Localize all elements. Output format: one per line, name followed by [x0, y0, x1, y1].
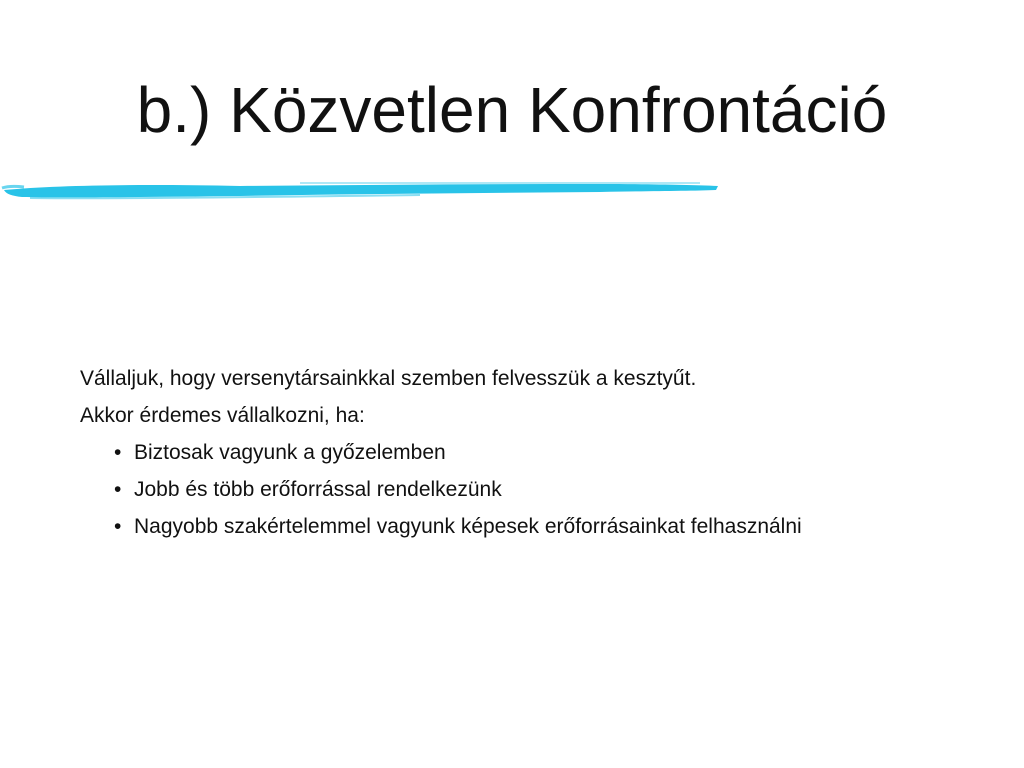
title-brush-underline	[0, 176, 730, 206]
paragraph: Akkor érdemes vállalkozni, ha:	[80, 404, 365, 427]
condition-list	[80, 434, 1000, 545]
slide-body	[80, 360, 1000, 545]
list-item-text: Jobb és több erőforrással rendelkezünk	[134, 478, 502, 501]
list-item	[114, 508, 1000, 545]
list-item-text: Nagyobb szakértelemmel vagyunk képesek erőforrásainkat felhasználni	[134, 515, 802, 538]
slide-title: b.) Közvetlen Konfrontáció	[136, 74, 888, 146]
bullet-icon: •	[114, 478, 122, 501]
list-item	[114, 471, 1000, 508]
bullet-icon: •	[114, 515, 122, 538]
paragraph: Vállaljuk, hogy versenytársainkkal szemben felvesszük a kesztyűt.	[80, 367, 697, 390]
list-item	[114, 434, 1000, 471]
bullet-icon: •	[114, 441, 122, 464]
list-item-text: Biztosak vagyunk a győzelemben	[134, 441, 446, 464]
